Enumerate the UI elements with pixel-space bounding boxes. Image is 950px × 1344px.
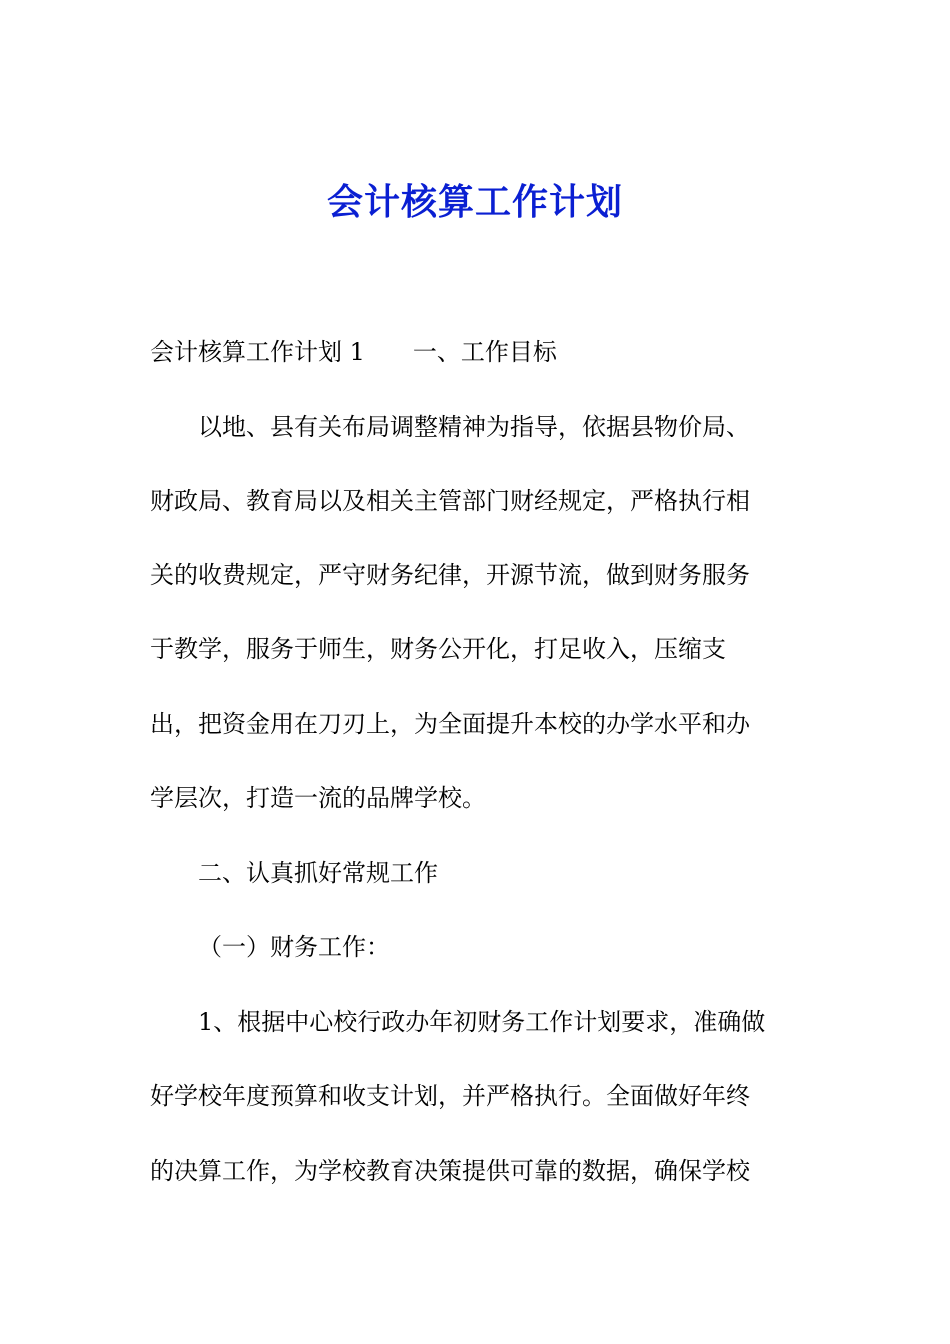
paragraph-line: 以地、县有关布局调整精神为指导，依据县物价局、: [198, 413, 750, 441]
plan-number-label: 会计核算工作计划 1: [150, 338, 365, 366]
paragraph-line: 1、根据中心校行政办年初财务工作计划要求，准确做: [198, 1008, 766, 1036]
paragraph-line: 出，把资金用在刀刃上，为全面提升本校的办学水平和办: [150, 710, 750, 738]
section-heading-line: [150, 334, 830, 370]
paragraph-line: 学层次，打造一流的品牌学校。: [150, 784, 486, 812]
paragraph-line: 于教学，服务于师生，财务公开化，打足收入，压缩支: [150, 635, 726, 663]
paragraph-line: 财政局、教育局以及相关主管部门财经规定，严格执行相: [150, 487, 750, 515]
paragraph-line: 的决算工作，为学校教育决策提供可靠的数据，确保学校: [150, 1157, 750, 1185]
paragraph-line: 关的收费规定，严守财务纪律，开源节流，做到财务服务: [150, 561, 750, 589]
paragraph-line: 好学校年度预算和收支计划，并严格执行。全面做好年终: [150, 1082, 750, 1110]
subsection-heading: （一）财务工作：: [198, 933, 390, 961]
document-title: 会计核算工作计划: [326, 181, 623, 223]
work-goal-heading: 一、工作目标: [412, 338, 557, 366]
section-heading: 二、认真抓好常规工作: [198, 859, 438, 887]
